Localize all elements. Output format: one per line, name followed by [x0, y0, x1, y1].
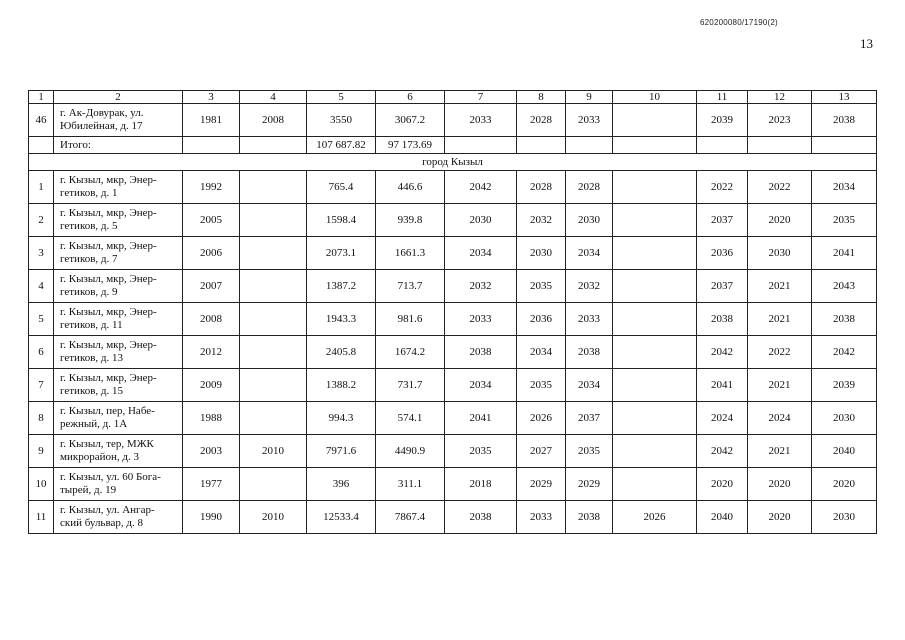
cell: 2020 — [748, 501, 812, 534]
address-line: гетиков, д. 15 — [60, 385, 124, 397]
address-line: г. Кызыл, ул. 60 Бога- — [60, 471, 161, 483]
cell: 2024 — [697, 402, 748, 435]
cell: 2030 — [517, 237, 566, 270]
row-number: 9 — [29, 435, 54, 468]
cell: 939.8 — [376, 204, 445, 237]
cell: 2030 — [748, 237, 812, 270]
cell: 1661.3 — [376, 237, 445, 270]
cell — [748, 137, 812, 154]
table-row — [29, 104, 877, 137]
city-header-row — [29, 154, 877, 171]
address-line: Юбилейная, д. 17 — [60, 120, 143, 132]
address-line: гетиков, д. 5 — [60, 220, 118, 232]
address-line: гетиков, д. 9 — [60, 286, 118, 298]
address-line: г. Кызыл, мкр, Энер- — [60, 339, 157, 351]
cell — [613, 303, 697, 336]
cell: 2038 — [445, 501, 517, 534]
cell — [240, 204, 307, 237]
cell: 2009 — [183, 369, 240, 402]
table-row — [29, 402, 877, 435]
cell: 2021 — [748, 435, 812, 468]
cell: 2037 — [566, 402, 613, 435]
cell: 2010 — [240, 435, 307, 468]
table-row — [29, 336, 877, 369]
cell: 2040 — [812, 435, 877, 468]
cell: 311.1 — [376, 468, 445, 501]
cell: 2032 — [445, 270, 517, 303]
row-number: 11 — [29, 501, 54, 534]
cell — [240, 303, 307, 336]
cell: 2034 — [517, 336, 566, 369]
table-row — [29, 369, 877, 402]
cell — [613, 171, 697, 204]
cell: 2029 — [517, 468, 566, 501]
cell — [29, 137, 54, 154]
address-line: г. Кызыл, мкр, Энер- — [60, 306, 157, 318]
cell: 2040 — [697, 501, 748, 534]
cell: 2003 — [183, 435, 240, 468]
table-row — [29, 468, 877, 501]
cell: 2022 — [697, 171, 748, 204]
cell: 731.7 — [376, 369, 445, 402]
cell — [613, 369, 697, 402]
column-number: 2 — [54, 91, 183, 104]
row-number: 3 — [29, 237, 54, 270]
address-line: г. Кызыл, пер, Набе- — [60, 405, 155, 417]
table-row — [29, 435, 877, 468]
row-number: 1 — [29, 171, 54, 204]
row-number: 4 — [29, 270, 54, 303]
address-cell — [54, 435, 183, 468]
cell: 2020 — [748, 468, 812, 501]
cell: 2034 — [445, 369, 517, 402]
address-line: г. Кызыл, мкр, Энер- — [60, 372, 157, 384]
cell: 2042 — [445, 171, 517, 204]
cell — [240, 137, 307, 154]
cell: 2041 — [812, 237, 877, 270]
address-line: тырей, д. 19 — [60, 484, 117, 496]
column-number: 7 — [445, 91, 517, 104]
column-number: 9 — [566, 91, 613, 104]
address-line: гетиков, д. 7 — [60, 253, 118, 265]
page-number: 13 — [860, 36, 873, 51]
cell: 2038 — [566, 336, 613, 369]
cell: 1990 — [183, 501, 240, 534]
column-number-row — [29, 91, 877, 104]
cell: 2030 — [566, 204, 613, 237]
cell: 3067.2 — [376, 104, 445, 137]
cell — [240, 270, 307, 303]
cell: 2024 — [748, 402, 812, 435]
address-cell — [54, 336, 183, 369]
cell: 2020 — [748, 204, 812, 237]
column-number: 4 — [240, 91, 307, 104]
cell: 2028 — [566, 171, 613, 204]
city-header: город Кызыл — [29, 154, 877, 171]
cell: 2032 — [517, 204, 566, 237]
cell — [613, 204, 697, 237]
cell: 2007 — [183, 270, 240, 303]
cell — [240, 402, 307, 435]
summary-row — [29, 137, 877, 154]
cell: 2042 — [812, 336, 877, 369]
housing-table — [28, 90, 877, 534]
cell — [517, 137, 566, 154]
cell: 2033 — [517, 501, 566, 534]
address-line: гетиков, д. 13 — [60, 352, 124, 364]
cell: 2042 — [697, 336, 748, 369]
address-line: г. Кызыл, мкр, Энер- — [60, 273, 157, 285]
cell: 12533.4 — [307, 501, 376, 534]
cell: 981.6 — [376, 303, 445, 336]
cell: 2022 — [748, 336, 812, 369]
address-cell — [54, 270, 183, 303]
cell: 2035 — [517, 369, 566, 402]
cell: 2073.1 — [307, 237, 376, 270]
cell: 2036 — [697, 237, 748, 270]
cell: 1388.2 — [307, 369, 376, 402]
cell: 2020 — [812, 468, 877, 501]
cell: 2021 — [748, 303, 812, 336]
cell: 1988 — [183, 402, 240, 435]
cell: 2021 — [748, 270, 812, 303]
cell: 2030 — [445, 204, 517, 237]
cell — [445, 137, 517, 154]
column-number: 11 — [697, 91, 748, 104]
address-line: гетиков, д. 11 — [60, 319, 123, 331]
cell: 2008 — [183, 303, 240, 336]
cell: 446.6 — [376, 171, 445, 204]
cell: 2026 — [613, 501, 697, 534]
cell: 765.4 — [307, 171, 376, 204]
cell: 2033 — [445, 104, 517, 137]
cell — [697, 137, 748, 154]
address-cell — [54, 468, 183, 501]
address-line: г. Ак-Довурак, ул. — [60, 107, 144, 119]
cell — [613, 137, 697, 154]
row-number: 2 — [29, 204, 54, 237]
cell: 1977 — [183, 468, 240, 501]
table-row — [29, 270, 877, 303]
cell: 2022 — [748, 171, 812, 204]
address-line: г. Кызыл, тер, МЖК — [60, 438, 154, 450]
cell: 2012 — [183, 336, 240, 369]
column-number: 1 — [29, 91, 54, 104]
cell: 2042 — [697, 435, 748, 468]
address-cell — [54, 402, 183, 435]
column-number: 10 — [613, 91, 697, 104]
address-line: г. Кызыл, ул. Ангар- — [60, 504, 155, 516]
cell — [613, 270, 697, 303]
summary-area-total: 107 687.82 — [307, 137, 376, 154]
cell: 2006 — [183, 237, 240, 270]
cell: 2041 — [697, 369, 748, 402]
cell — [613, 104, 697, 137]
cell: 2038 — [697, 303, 748, 336]
column-number: 12 — [748, 91, 812, 104]
cell: 1674.2 — [376, 336, 445, 369]
cell: 2037 — [697, 270, 748, 303]
column-number: 6 — [376, 91, 445, 104]
row-number: 46 — [29, 104, 54, 137]
cell — [613, 435, 697, 468]
cell: 2005 — [183, 204, 240, 237]
column-number: 3 — [183, 91, 240, 104]
column-number: 8 — [517, 91, 566, 104]
address-cell — [54, 303, 183, 336]
cell: 2028 — [517, 104, 566, 137]
cell: 2038 — [812, 104, 877, 137]
row-number: 6 — [29, 336, 54, 369]
cell: 2010 — [240, 501, 307, 534]
cell — [613, 402, 697, 435]
cell: 7867.4 — [376, 501, 445, 534]
address-cell — [54, 104, 183, 137]
cell: 2033 — [566, 303, 613, 336]
cell — [240, 237, 307, 270]
table-row — [29, 501, 877, 534]
cell: 2035 — [812, 204, 877, 237]
cell — [566, 137, 613, 154]
cell: 3550 — [307, 104, 376, 137]
cell: 2008 — [240, 104, 307, 137]
row-number: 8 — [29, 402, 54, 435]
row-number: 10 — [29, 468, 54, 501]
cell: 2041 — [445, 402, 517, 435]
cell: 2021 — [748, 369, 812, 402]
cell: 2034 — [445, 237, 517, 270]
address-line: г. Кызыл, мкр, Энер- — [60, 240, 157, 252]
cell: 2034 — [566, 237, 613, 270]
address-line: микрорайон, д. 3 — [60, 451, 139, 463]
cell: 7971.6 — [307, 435, 376, 468]
cell: 1981 — [183, 104, 240, 137]
column-number: 13 — [812, 91, 877, 104]
cell: 2029 — [566, 468, 613, 501]
table-row — [29, 171, 877, 204]
address-line: режный, д. 1А — [60, 418, 128, 430]
address-line: г. Кызыл, мкр, Энер- — [60, 174, 157, 186]
table-row — [29, 237, 877, 270]
cell: 2043 — [812, 270, 877, 303]
cell: 1387.2 — [307, 270, 376, 303]
cell: 2027 — [517, 435, 566, 468]
row-number: 7 — [29, 369, 54, 402]
summary-living-area-total: 97 173.69 — [376, 137, 445, 154]
address-line: ский бульвар, д. 8 — [60, 517, 143, 529]
cell: 2018 — [445, 468, 517, 501]
cell: 2039 — [697, 104, 748, 137]
cell — [613, 336, 697, 369]
cell: 2035 — [517, 270, 566, 303]
cell: 2035 — [566, 435, 613, 468]
address-cell — [54, 171, 183, 204]
cell: 396 — [307, 468, 376, 501]
cell: 2038 — [812, 303, 877, 336]
address-cell — [54, 369, 183, 402]
cell: 2026 — [517, 402, 566, 435]
cell — [183, 137, 240, 154]
cell: 2033 — [445, 303, 517, 336]
cell: 1943.3 — [307, 303, 376, 336]
document-code: 620200080/17190(2) — [700, 18, 778, 27]
cell: 2038 — [566, 501, 613, 534]
cell: 2023 — [748, 104, 812, 137]
cell — [240, 336, 307, 369]
cell: 2037 — [697, 204, 748, 237]
cell — [240, 468, 307, 501]
cell — [812, 137, 877, 154]
cell — [613, 468, 697, 501]
cell: 2020 — [697, 468, 748, 501]
cell — [240, 171, 307, 204]
address-cell — [54, 237, 183, 270]
cell: 2035 — [445, 435, 517, 468]
table-row — [29, 204, 877, 237]
cell: 1598.4 — [307, 204, 376, 237]
cell: 2030 — [812, 402, 877, 435]
address-line: г. Кызыл, мкр, Энер- — [60, 207, 157, 219]
cell: 2028 — [517, 171, 566, 204]
cell: 2030 — [812, 501, 877, 534]
cell: 2032 — [566, 270, 613, 303]
cell: 2036 — [517, 303, 566, 336]
cell: 2039 — [812, 369, 877, 402]
summary-label: Итого: — [54, 137, 183, 154]
cell: 1992 — [183, 171, 240, 204]
cell: 2038 — [445, 336, 517, 369]
cell: 2034 — [812, 171, 877, 204]
row-number: 5 — [29, 303, 54, 336]
address-cell — [54, 204, 183, 237]
cell: 2034 — [566, 369, 613, 402]
cell: 574.1 — [376, 402, 445, 435]
cell: 2405.8 — [307, 336, 376, 369]
cell — [240, 369, 307, 402]
address-line: гетиков, д. 1 — [60, 187, 118, 199]
cell: 2033 — [566, 104, 613, 137]
cell: 713.7 — [376, 270, 445, 303]
cell: 4490.9 — [376, 435, 445, 468]
cell — [613, 237, 697, 270]
address-cell — [54, 501, 183, 534]
table-row — [29, 303, 877, 336]
column-number: 5 — [307, 91, 376, 104]
cell: 994.3 — [307, 402, 376, 435]
